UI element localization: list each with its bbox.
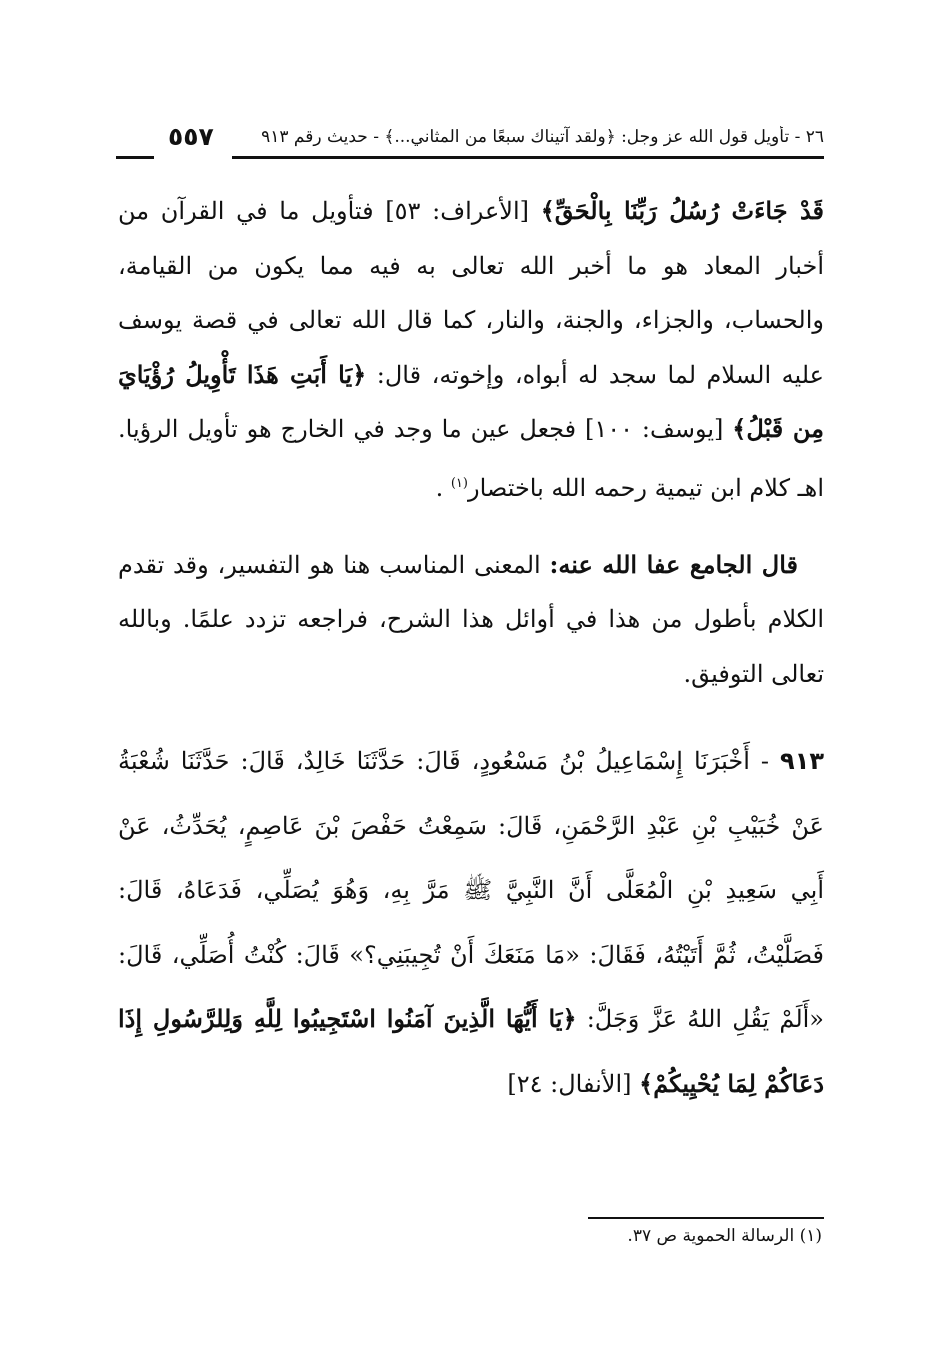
body-text — [118, 184, 824, 1116]
footnote-separator — [588, 1217, 824, 1219]
page-header — [116, 122, 824, 168]
compiler-comment-text: المعنى المناسب هنا هو التفسير، وقد تقدم الكلام بأطول من هذا في أوائل هذا الشرح، فراجعه تزدد علمًا. وبالله تعالى التوفيق. — [118, 550, 824, 688]
hadith-number: ٩١٣ — [780, 747, 824, 776]
hadith-text1: - أَخْبَرَنَا إِسْمَاعِيلُ بْنُ مَسْعُودٍ، قَالَ: حَدَّثَنَا خَالِدٌ، قَالَ: حَدَّثَنَا شُعْبَةُ عَنْ خُبَيْبِ بْنِ عَبْدِ الرَّحْمَنِ، قَالَ: سَمِعْتُ حَفْصَ بْنَ عَاصِمٍ، يُحَدِّثُ، عَنْ أَبِي سَعِيدِ بْنِ الْمُعَلَّى أَنَّ النَّبِيَّ ﷺ مَرَّ بِهِ، وَهُوَ يُصَلِّي، فَدَعَاهُ، قَالَ: فَصَلَّيْتُ، ثُمَّ أَتَيْتُهُ، فَقَالَ: «مَا مَنَعَكَ أَنْ تُجِيبَنِي؟» قَالَ: كُنْتُ أُصَلِّي، قَالَ: «أَلَمْ يَقُلِ اللهُ عَزَّ وَجَلَّ: — [118, 747, 824, 1034]
paragraph1-end: . — [435, 473, 451, 502]
footnote: (١) الرسالة الحموية ص ٣٧. — [627, 1226, 822, 1246]
paragraph-ibn-taymiyyah-quote — [118, 184, 824, 516]
verse-araf: قَدْ جَاءَتْ رُسُلُ رَبِّنَا بِالْحَقِّ﴾ — [540, 196, 825, 225]
hadith-913 — [118, 729, 824, 1116]
paragraph-compiler-comment — [118, 538, 824, 702]
compiler-speaker: قال الجامع عفا الله عنه: — [549, 549, 799, 579]
header-rule — [232, 156, 824, 159]
footnote-reference[interactable]: (١) — [450, 475, 468, 491]
page-number-dash — [116, 156, 154, 159]
running-title: ٢٦ - تأويل قول الله عز وجل: ﴿ولقد آتيناك سبعًا من المثاني...﴾ - حديث رقم ٩١٣ — [261, 127, 824, 147]
verse-yusuf: ﴿يَا أَبَتِ هَذَا تَأْوِيلُ رُؤْيَايَ مِن قَبْلُ﴾ — [118, 359, 824, 444]
paragraph1-text2: [يوسف: ١٠٠] فجعل عين ما وجد في الخارج هو تأويل الرؤيا. اهـ كلام ابن تيمية رحمه الله باختصار — [118, 415, 824, 502]
hadith-text2: [الأنفال: ٢٤] — [507, 1069, 640, 1098]
page-number: ٥٥٧ — [168, 122, 214, 151]
paragraph1-text1: [الأعراف: ٥٣] فتأويل ما في القرآن من أخبار المعاد هو ما أخبر الله تعالى به فيه مما يكون من القيامة، والحساب، والجزاء، والجنة، والنار، كما قال الله تعالى في قصة يوسف عليه السلام لما سجد له أبواه، وإخوته، قال: — [118, 197, 824, 389]
verse-anfal: ﴿يَا أَيُّهَا الَّذِينَ آمَنُوا اسْتَجِيبُوا لِلَّهِ وَلِلرَّسُولِ إِذَا دَعَاكُمْ لِمَا يُحْيِيكُمْ﴾ — [118, 1004, 824, 1098]
